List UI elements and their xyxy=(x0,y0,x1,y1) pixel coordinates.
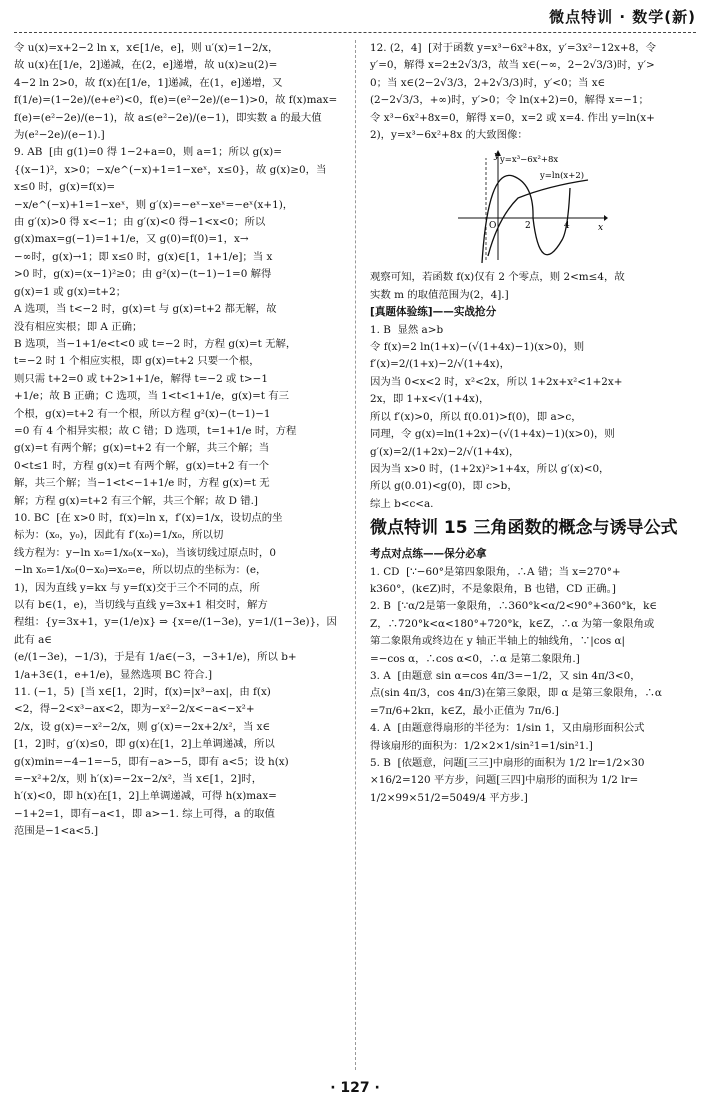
practice-text-line: 所以 g(0.01)<g(0)，即 c>b， xyxy=(370,480,518,493)
left-text-line: 由 g′(x)>0 得 x<−1；由 g′(x)<0 得−1<x<0；所以 xyxy=(14,216,266,229)
section-text-line: 1/2×99×51/2=5049/4 平方步.] xyxy=(370,791,528,804)
right-mid-text-line: 观察可知，若函数 f(x)仅有 2 个零点，则 2<m≤4，故 xyxy=(370,271,625,284)
left-text-line: <2，得−2<x³−ax<2，即为−x²−2/x<−a<−x²+ xyxy=(14,703,255,716)
right-column xyxy=(370,40,698,807)
left-text-line: {(x−1)²，x>0；−x/e^(−x)+1=1−xeˣ，x≤0}，故 g(x)≥0，当 x≤0 时，g(x)=f(x)= xyxy=(14,163,330,194)
left-text-line: A 选项，当 t<−2 时，g(x)=t 与 g(x)=t+2 都无解，故 xyxy=(14,303,277,316)
right-mid-text-line: 实数 m 的取值范围为(2，4].] xyxy=(370,288,509,301)
section-text-line: 5. B [依题意，问题[三三]中扇形的面积为 1/2 lr=1/2×30 xyxy=(370,757,645,769)
origin-label: O xyxy=(489,221,497,232)
left-text-line: 为(e²−2e)/(e−1).] xyxy=(14,129,105,142)
left-text-line: 解，共三个解；当−1<t<−1+1/e 时，方程 g(x)=t 无 xyxy=(14,477,270,490)
left-text-line: 程组：{y=3x+1，y=(1/e)x} ⇒ {x=e/(1−3e)，y=1/(1−3e)}，因此有 a∈ xyxy=(14,616,337,646)
section-subheading: 考点对点练——保分必拿 xyxy=(370,548,487,561)
page-number: · 127 · xyxy=(330,1080,380,1096)
left-text-line: 故 u(x)在[1/e，2]递减，在(2，e]递增，故 u(x)≥u(2)= xyxy=(14,59,278,72)
practice-text-line: g′(x)=2/(1+2x)−2/√(1+4x)， xyxy=(370,445,520,458)
right-top-text-line: 12. (2，4] [对于函数 y=x³−6x²+8x，y′=3x²−12x+8，令 xyxy=(370,42,657,54)
section-text-line: 第二象限角或终边在 y 轴正半轴上的轴线角，∵|cos α| xyxy=(370,635,626,648)
left-text-line: g(x)min=−4−1=−5，即有−a>−5，即有 a<5；设 h(x) xyxy=(14,755,289,768)
left-text-line: −∞时，g(x)→1；即 x≤0 时，g(x)∈[1，1+1/e]；当 x xyxy=(14,250,273,263)
left-text-line: f(1/e)=(1−2e)/(e+e²)<0，f(e)=(e²−2e)/(e−1)>0，故 f(x)max= xyxy=(14,94,338,107)
left-text-line: h′(x)<0，即 h(x)在[1，2]上单调递减，可得 h(x)max= xyxy=(14,790,277,803)
left-text-line: 令 u(x)=x+2−2 ln x，x∈[1/e，e]，则 u′(x)=1−2/x， xyxy=(14,42,279,54)
practice-text-line: 同理，令 g(x)=ln(1+2x)−(√(1+4x)−1)(x>0)，则 xyxy=(370,428,615,441)
practice-text-line: 1. B 显然 a>b xyxy=(370,323,444,336)
left-text-line: 范围是−1<a<5.] xyxy=(14,825,99,838)
right-top-text-line: y′=0，解得 x=2±2√3/3，故当 x∈(−∞，2−2√3/3)时，y′> xyxy=(370,59,655,72)
left-text-line: =0 有 4 个相异实根；故 C 错；D 选项，t=1+1/e 时，方程 xyxy=(14,424,297,437)
running-header: 微点特训 · 数学(新) xyxy=(549,8,696,26)
section-text-line: ×16/2=120 平方步，问题[三四]中扇形的面积为 1/2 lr= xyxy=(370,774,639,787)
section-text-line: 4. A [由题意得扇形的半径为：1/sin 1，又由扇形面积公式 xyxy=(370,722,645,735)
left-text-line: g(x)=1 或 g(x)=t+2； xyxy=(14,285,127,298)
practice-answers xyxy=(370,322,698,513)
left-text-line: f(e)=(e²−2e)/(e−1)，故 a≤(e²−2e)/(e−1)，即实数 a 的最大值 xyxy=(14,111,322,124)
left-text-line: 2/x，设 g(x)=−x²−2/x，则 g′(x)=−2x+2/x²，当 x∈ xyxy=(14,720,271,733)
tick-4-label: 4 xyxy=(564,221,570,232)
left-text-line: B 选项，当−1+1/e<t<0 或 t=−2 时，方程 g(x)=t 无解， xyxy=(14,337,297,350)
section-text-line: 2. B [∵α/2是第一象限角，∴360°k<α/2<90°+360°k，k∈ xyxy=(370,600,658,613)
left-text-line: 1/a+3∈(1，e+1/e)，显然选项 BC 符合.] xyxy=(14,668,213,681)
practice-text-line: 综上 b<c<a. xyxy=(370,497,434,510)
practice-text-line: 因为当 0<x<2 时，x²<2x，所以 1+2x+x²<1+2x+ xyxy=(370,375,623,388)
left-text-line: 没有相应实根；即 A 正确； xyxy=(14,320,143,333)
x-axis-arrow-icon xyxy=(604,215,608,221)
left-text-line: =−x²+2/x，则 h′(x)=−2x−2/x²，当 x∈[1，2]时， xyxy=(14,773,263,786)
left-text-line: g(x)=t 有两个解；g(x)=t+2 有一个解，共三个解；当 xyxy=(14,442,270,455)
left-text-line: 以有 b∈(1，e)，当切线与直线 y=3x+1 相交时，解方 xyxy=(14,599,268,611)
section-title: 微点特训 15 三角函数的概念与诱导公式 xyxy=(370,518,678,539)
left-text-line: 1)，因为直线 y=kx 与 y=f(x)交于三个不同的点，所 xyxy=(14,581,260,594)
left-text-line: t=−2 时 1 个相应实根，即 g(x)=t+2 只要一个根， xyxy=(14,355,260,368)
function-graph xyxy=(458,148,608,263)
section-text-line: =−cos α，∴cos α<0，∴α 是第二象限角.] xyxy=(370,652,580,665)
left-text-line: 4−2 ln 2>0，故 f(x)在[1/e，1]递减，在(1，e]递增，又 xyxy=(14,76,283,89)
log-label: y=ln(x+2) xyxy=(540,171,585,182)
left-text-line: 则只需 t+2=0 或 t+2>1+1/e，解得 t=−2 或 t>−1 xyxy=(14,372,268,385)
right-top-text-line: 2)，y=x³−6x²+8x 的大致图像： xyxy=(370,129,528,142)
left-text-line: 0<t≤1 时，方程 g(x)=t 有两个解，g(x)=t+2 有一个 xyxy=(14,459,270,472)
section-text-line: 3. A [由题意 sin α=cos 4π/3=−1/2，又 sin 4π/3<0， xyxy=(370,669,641,682)
left-text-line: 11. (−1，5) [当 x∈[1，2]时，f(x)=|x³−ax|，由 f(x) xyxy=(14,686,271,699)
right-top-text-line: (2−2√3/3，+∞)时，y′>0；令 ln(x+2)=0，解得 x=−1； xyxy=(370,94,649,107)
left-text-line: −ln x₀=1/x₀(0−x₀)⇒x₀=e，所以切点的坐标为：(e， xyxy=(14,564,267,577)
practice-text-line: 2x，即 1+x<√(1+4x)， xyxy=(370,393,490,406)
axis-x-label: x xyxy=(598,223,604,234)
answer-12-text xyxy=(370,40,698,144)
left-text-line: 线方程为：y−ln x₀=1/x₀(x−x₀)，当该切线过原点时，0 xyxy=(14,546,276,559)
practice-text-line: 因为当 x>0 时，(1+2x)²>1+4x，所以 g′(x)<0， xyxy=(370,462,610,475)
cubic-curve xyxy=(482,176,570,264)
section-text-line: 点(sin 4π/3，cos 4π/3)在第三象限，即 α 是第三象限角，∴α xyxy=(370,687,662,700)
cubic-label: y=x³−6x²+8x xyxy=(500,155,559,166)
left-text-line: −1+2=1，即有−a<1，即 a>−1. 综上可得，a 的取值 xyxy=(14,807,275,820)
practice-text-line: 令 f(x)=2 ln(1+x)−(√(1+4x)−1)(x>0)，则 xyxy=(370,341,585,354)
left-text-line: [1，2]时，g′(x)≤0，即 g(x)在[1，2]上单调递减，所以 xyxy=(14,738,275,751)
left-text-line: +1/e；故 B 正确；C 选项，当 1<t<1+1/e，g(x)=t 有三 xyxy=(14,390,290,403)
section-text-line: 1. CD [∵−60°是第四象限角，∴A 错；当 x=270°+ xyxy=(370,565,621,578)
header-rule xyxy=(14,32,696,33)
right-top-text-line: 0；当 x∈(2−2√3/3，2+2√3/3)时，y′<0；当 x∈ xyxy=(370,76,606,89)
section-text-line: k360°，(k∈Z)时，不是象限角，B 也错，CD 正确。] xyxy=(370,582,616,595)
left-text-line: −x/e^(−x)+1=1−xeˣ，则 g′(x)=−eˣ−xeˣ=−eˣ(x+1)， xyxy=(14,198,294,211)
section-text-line: Z，∴720°k<α<180°+720°k，k∈Z，∴α 为第一象限角或 xyxy=(370,617,655,630)
left-text-line: >0 时，g(x)=(x−1)²≥0；由 g²(x)−(t−1)−1=0 解得 xyxy=(14,268,272,281)
section-text-line: 得该扇形的面积为：1/2×2×1/sin²1=1/sin²1.] xyxy=(370,739,593,752)
axis-y-label: y xyxy=(494,151,500,162)
left-text-line: (e/(1−3e)，−1/3)，于是有 1/a∈(−3，−3+1/e)，所以 b+ xyxy=(14,651,297,664)
left-text-line: 个根，g(x)=t+2 有一个根，所以方程 g²(x)−(t−1)−1 xyxy=(14,407,271,420)
section-answers xyxy=(370,564,698,808)
practice-heading: [真题体验练]——实战抢分 xyxy=(370,306,497,319)
left-column xyxy=(14,40,346,841)
answer-12-conclusion xyxy=(370,269,698,304)
practice-text-line: 所以 f′(x)>0，所以 f(0.01)>f(0)，即 a>c， xyxy=(370,410,582,423)
left-text-line: 标为：(x₀，y₀)，因此有 f′(x₀)=1/x₀，所以切 xyxy=(14,529,224,542)
section-text-line: =7π/6+2kπ，k∈Z，最小正值为 7π/6.] xyxy=(370,704,559,717)
left-text-line: g(x)max=g(−1)=1+1/e，又 g(0)=f(0)=1，x→ xyxy=(14,233,249,246)
right-top-text-line: 令 x³−6x²+8x=0，解得 x=0，x=2 或 x=4. 作出 y=ln(x+ xyxy=(370,111,655,124)
left-text-line: 10. BC [在 x>0 时，f(x)=ln x，f′(x)=1/x，设切点的坐 xyxy=(14,511,283,524)
left-text-line: 9. AB [由 g(1)=0 得 1−2+a=0，则 a=1；所以 g(x)= xyxy=(14,146,282,159)
tick-2-label: 2 xyxy=(525,221,531,232)
left-text-line: 解；方程 g(x)=t+2 有三个解，共三个解；故 D 错.] xyxy=(14,494,258,507)
column-divider xyxy=(355,40,356,1070)
practice-text-line: f′(x)=2/(1+x)−2/√(1+4x)， xyxy=(370,358,510,371)
